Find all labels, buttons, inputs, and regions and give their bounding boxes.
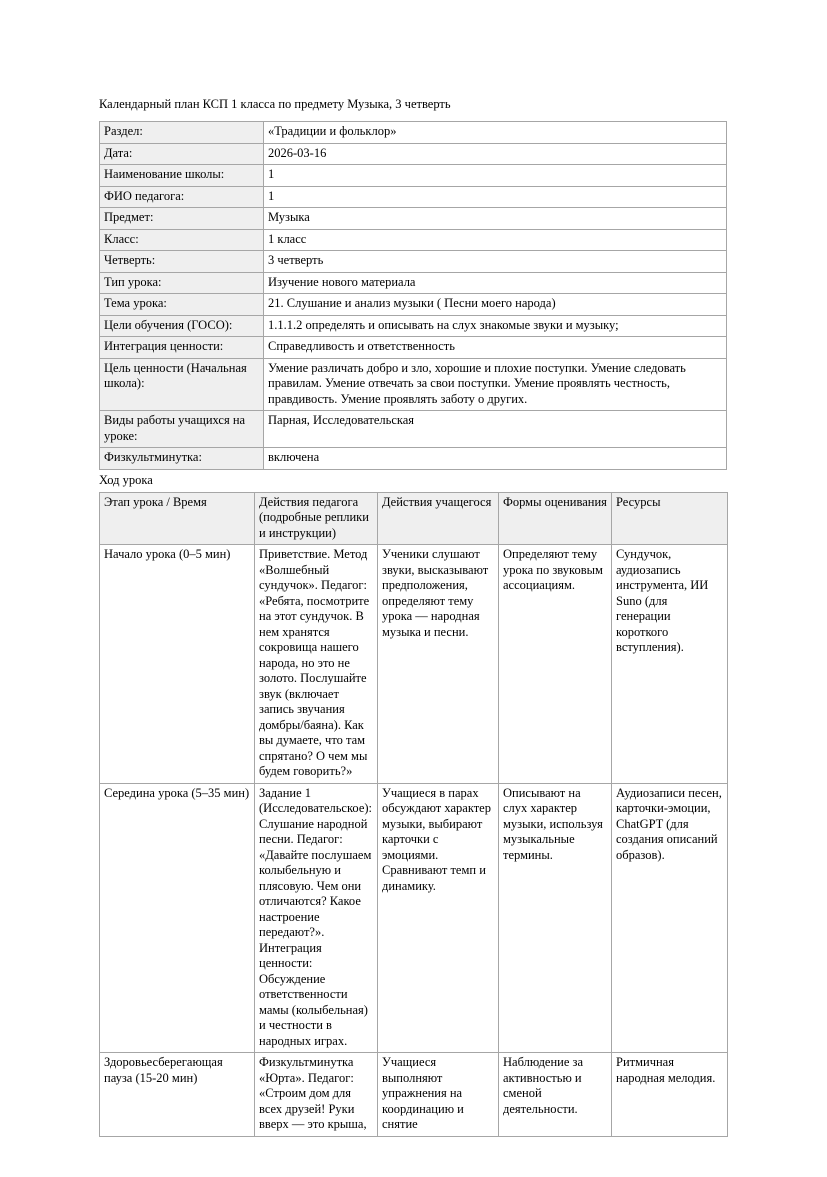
lesson-plan-table <box>99 492 728 1137</box>
info-value: 1 класс <box>264 229 727 251</box>
table-row <box>100 186 727 208</box>
cell-teacher-actions: Физкультминутка «Юрта». Педагог: «Строим дом для всех друзей! Руки вверх — это крыша, <box>255 1053 378 1137</box>
info-label: Наименование школы: <box>100 165 264 187</box>
info-value: 1 <box>264 186 727 208</box>
info-label: ФИО педагога: <box>100 186 264 208</box>
cell-resources: Ритмичная народная мелодия. <box>612 1053 728 1137</box>
page-title: Календарный план КСП 1 класса по предмету Музыка, 3 четверть <box>99 97 451 111</box>
info-label: Виды работы учащихся на уроке: <box>100 411 264 448</box>
section-caption: Ход урока <box>99 472 153 487</box>
cell-assessment: Определяют тему урока по звуковым ассоциациям. <box>499 545 612 784</box>
info-label: Раздел: <box>100 122 264 144</box>
info-value: Справедливость и ответственность <box>264 337 727 359</box>
info-label: Физкультминутка: <box>100 448 264 470</box>
cell-teacher-actions: Приветствие. Метод «Волшебный сундучок». Педагог: «Ребята, посмотрите на этот сундучок. В нем хранятся сокровища нашего народа, но это не золото. Послушайте звук (включает запись звучания домбры/баяна). Как вы думаете, что там спрятано? О чем мы будем говорить?» <box>255 545 378 784</box>
info-value: 2026-03-16 <box>264 143 727 165</box>
info-label: Цель ценности (Начальная школа): <box>100 358 264 411</box>
table-row <box>100 165 727 187</box>
info-value: Изучение нового материала <box>264 272 727 294</box>
column-header-resources: Ресурсы <box>612 492 728 545</box>
info-value: Парная, Исследовательская <box>264 411 727 448</box>
table-row <box>100 337 727 359</box>
info-label: Четверть: <box>100 251 264 273</box>
column-header-student-actions: Действия учащегося <box>378 492 499 545</box>
table-row <box>100 783 728 1053</box>
info-label: Тип урока: <box>100 272 264 294</box>
table-row <box>100 272 727 294</box>
info-value: 1.1.1.2 определять и описывать на слух знакомые звуки и музыку; <box>264 315 727 337</box>
cell-stage: Начало урока (0–5 мин) <box>100 545 255 784</box>
info-label: Интеграция ценности: <box>100 337 264 359</box>
cell-resources: Аудиозаписи песен, карточки-эмоции, ChatGPT (для создания описаний образов). <box>612 783 728 1053</box>
info-label: Дата: <box>100 143 264 165</box>
table-row <box>100 294 727 316</box>
cell-resources: Сундучок, аудиозапись инструмента, ИИ Suno (для генерации короткого вступления). <box>612 545 728 784</box>
cell-stage: Середина урока (5–35 мин) <box>100 783 255 1053</box>
cell-student-actions: Учащиеся в парах обсуждают характер музыки, выбирают карточки с эмоциями. Сравнивают темп и динамику. <box>378 783 499 1053</box>
cell-student-actions: Ученики слушают звуки, высказывают предположения, определяют тему урока — народная музыка и песни. <box>378 545 499 784</box>
info-label: Цели обучения (ГОСО): <box>100 315 264 337</box>
cell-teacher-actions: Задание 1 (Исследовательское): Слушание народной песни. Педагог: «Давайте послушаем колыбельную и плясовую. Чем они отличаются? Какое настроение передают?». Интеграция ценности: Обсуждение ответственности мамы (колыбельная) и честности в народных играх. <box>255 783 378 1053</box>
table-row <box>100 545 728 784</box>
info-label: Тема урока: <box>100 294 264 316</box>
info-value: Умение различать добро и зло, хорошие и плохие поступки. Умение следовать правилам. Умение отвечать за свои поступки. Умение проявлять честность, правдивость. Умение проявлять заботу о других. <box>264 358 727 411</box>
cell-student-actions: Учащиеся выполняют упражнения на координацию и снятие <box>378 1053 499 1137</box>
table-row <box>100 411 727 448</box>
table-row <box>100 358 727 411</box>
table-row <box>100 229 727 251</box>
column-header-stage: Этап урока / Время <box>100 492 255 545</box>
column-header-assessment: Формы оценивания <box>499 492 612 545</box>
table-row <box>100 1053 728 1137</box>
table-row <box>100 448 727 470</box>
cell-assessment: Наблюдение за активностью и сменой деятельности. <box>499 1053 612 1137</box>
table-row <box>100 315 727 337</box>
info-label: Класс: <box>100 229 264 251</box>
info-label: Предмет: <box>100 208 264 230</box>
table-header-row <box>100 492 728 545</box>
table-row <box>100 208 727 230</box>
info-value: включена <box>264 448 727 470</box>
info-value: «Традиции и фольклор» <box>264 122 727 144</box>
cell-assessment: Описывают на слух характер музыки, используя музыкальные термины. <box>499 783 612 1053</box>
info-value: 3 четверть <box>264 251 727 273</box>
info-value: 21. Слушание и анализ музыки ( Песни моего народа) <box>264 294 727 316</box>
table-row <box>100 143 727 165</box>
info-value: 1 <box>264 165 727 187</box>
table-row <box>100 122 727 144</box>
info-value: Музыка <box>264 208 727 230</box>
column-header-teacher-actions: Действия педагога (подробные реплики и инструкции) <box>255 492 378 545</box>
table-row <box>100 251 727 273</box>
lesson-info-table <box>99 121 727 470</box>
cell-stage: Здоровьесберегающая пауза (15-20 мин) <box>100 1053 255 1137</box>
